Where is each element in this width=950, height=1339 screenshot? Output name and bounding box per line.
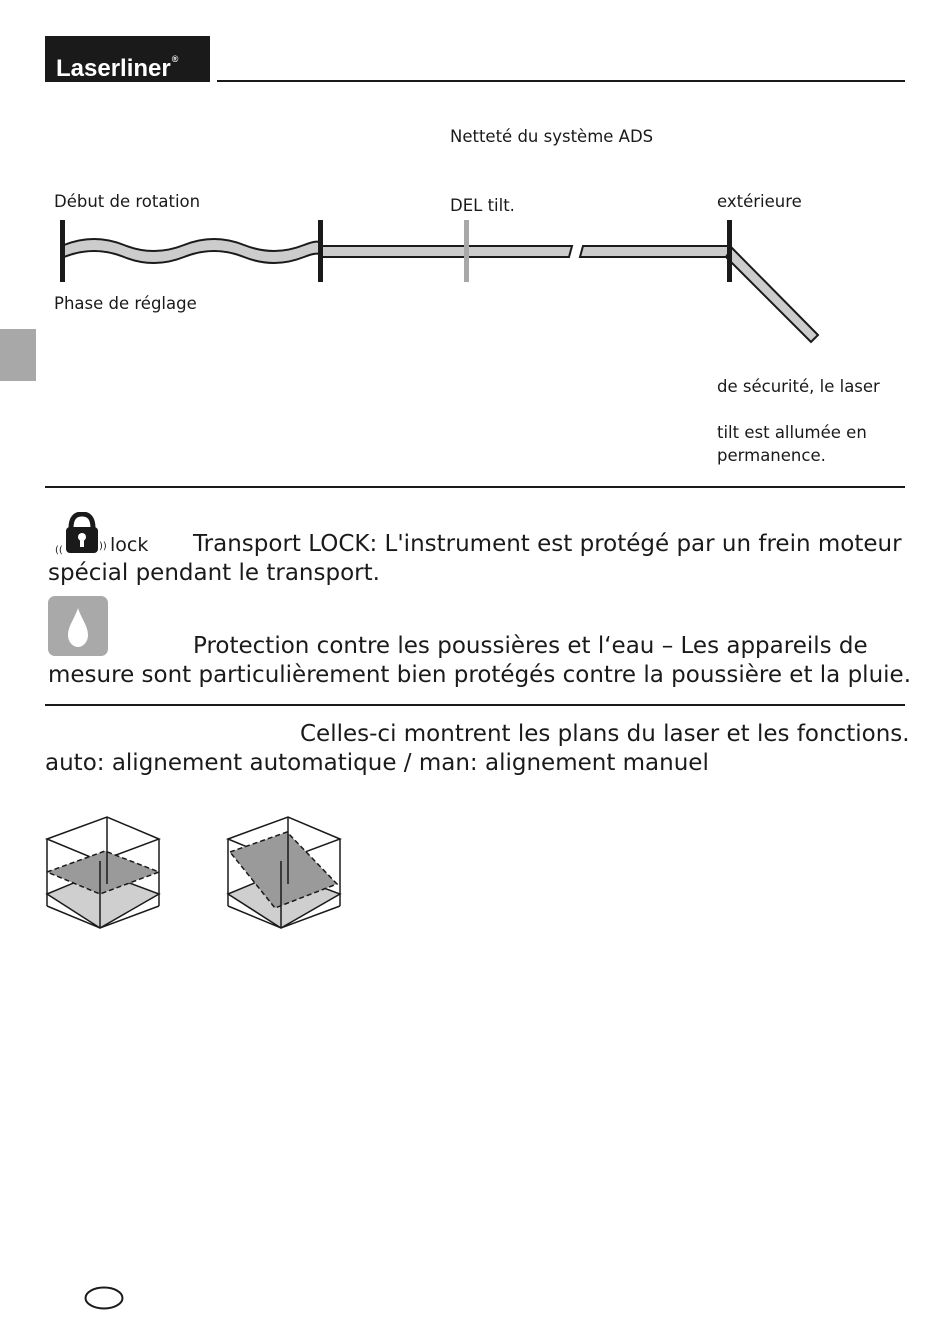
steady-band-right — [580, 246, 728, 257]
section-divider-2 — [45, 704, 905, 706]
marker-exterior — [727, 220, 732, 282]
lock-label: lock — [110, 534, 149, 556]
cube-level-plane-icon — [44, 814, 164, 934]
transport-lock-text-line2: spécial pendant le transport. — [48, 560, 380, 586]
transport-lock-text-line1: Transport LOCK: L'instrument est protégé par un frein moteur — [193, 531, 902, 557]
label-security-laser: de sécurité, le laser — [717, 377, 880, 396]
marker-tilt — [464, 220, 469, 282]
marker-start — [60, 220, 65, 282]
lock-icon — [55, 512, 113, 558]
label-del-tilt: DEL tilt. — [450, 196, 515, 215]
label-permanence: permanence. — [717, 446, 826, 465]
registered-mark: ® — [171, 54, 179, 64]
brand-name: Laserliner — [56, 55, 171, 82]
label-tilt-on: tilt est allumée en — [717, 423, 867, 442]
planes-text-line2: auto: alignement automatique / man: alignement manuel — [45, 750, 709, 776]
cube-tilted-plane-icon — [225, 814, 345, 934]
planes-text-line1: Celles-ci montrent les plans du laser et les fonctions. — [300, 721, 910, 747]
water-drop-icon — [48, 596, 108, 656]
wavy-adjust-band — [64, 239, 320, 263]
label-ads: Netteté du système ADS — [450, 127, 654, 146]
marker-end-adjust — [318, 220, 323, 282]
protection-text-line1: Protection contre les poussières et l‘eau – Les appareils de — [193, 633, 868, 659]
section-divider-1 — [45, 486, 905, 488]
protection-text-line2: mesure sont particulièrement bien protégés contre la poussière et la pluie. — [48, 662, 912, 688]
rotation-timeline-diagram — [50, 215, 840, 350]
label-adjust-phase: Phase de réglage — [54, 294, 197, 313]
brand-logo — [45, 36, 210, 82]
svg-text:((: (( — [55, 545, 63, 556]
language-oval-icon — [83, 1285, 125, 1311]
label-start-rotation: Début de rotation — [54, 192, 201, 211]
svg-text:)): )) — [99, 541, 107, 552]
section-side-tab — [0, 329, 36, 381]
steady-band-left — [322, 246, 572, 257]
descending-band — [726, 248, 818, 342]
header-rule — [217, 80, 905, 82]
label-exterior: extérieure — [717, 192, 802, 211]
